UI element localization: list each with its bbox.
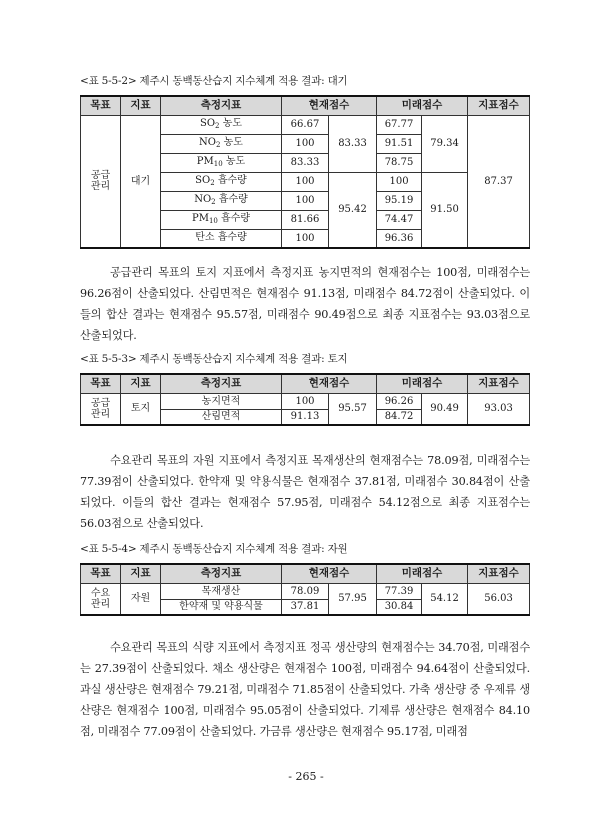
goal-cell: 공급 관리 — [81, 115, 121, 248]
header-score: 지표점수 — [468, 374, 530, 393]
future-value: 74.47 — [377, 210, 422, 229]
future-value: 91.51 — [377, 134, 422, 153]
measure-cell: 산림면적 — [161, 409, 282, 425]
current-sum: 57.95 — [329, 583, 377, 615]
header-measure: 측정지표 — [161, 374, 282, 393]
current-value: 81.66 — [282, 210, 329, 229]
goal-cell: 공급 관리 — [81, 393, 121, 425]
future-value: 95.19 — [377, 191, 422, 210]
header-goal: 목표 — [81, 96, 121, 115]
body-paragraph — [80, 637, 530, 742]
current-value: 100 — [282, 393, 329, 409]
future-sum: 90.49 — [422, 393, 468, 425]
future-group-value: 79.34 — [422, 115, 468, 172]
current-sum: 95.57 — [329, 393, 377, 425]
current-group-value: 95.42 — [329, 172, 377, 248]
header-score: 지표점수 — [468, 96, 530, 115]
current-value: 83.33 — [282, 153, 329, 172]
measure-cell: 한약재 및 약용식물 — [161, 599, 282, 615]
header-goal: 목표 — [81, 374, 121, 393]
current-value: 37.81 — [282, 599, 329, 615]
future-value: 77.39 — [377, 583, 422, 599]
paragraph-text: 수요관리 목표의 식량 지표에서 측정지표 정곡 생산량의 현재점수는 34.70점, 미래점수는 27.39점이 산출되었다. 채소 생산량은 현재점수 100점, 미래점수 94.64점이 산출되었다. 과실 생산량은 현재점수 79.21점, 미래점수 71.85점이 산출되었다. 가축 생산량 중 우제류 생산량은 현재점수 100점, 미래점수 95.05점이 산출되었다. 기제류 생산량은 현재점수 84.10점, 미래점수 77.09점이 산출되었다. 가금류 생산량은 현재점수 95.17점, 미래점 — [80, 641, 530, 738]
header-measure: 측정지표 — [161, 564, 282, 583]
future-value: 30.84 — [377, 599, 422, 615]
measure-cell: $PM_{10}$ 농도 — [161, 153, 282, 172]
header-indicator: 지표 — [121, 96, 161, 115]
table-caption: <표 5-5-2> 제주시 동백동산습지 지수체계 적용 결과: 대기 — [80, 75, 348, 87]
header-measure: 측정지표 — [161, 96, 282, 115]
indicator-score: 56.03 — [468, 583, 530, 615]
future-value: 96.36 — [377, 229, 422, 248]
current-value: 78.09 — [282, 583, 329, 599]
header-current: 현재점수 — [282, 96, 377, 115]
header-score: 지표점수 — [468, 564, 530, 583]
paragraph-text: 수요관리 목표의 자원 지표에서 측정지표 목재생산의 현재점수는 78.09점, 미래점수는 77.39점이 산출되었다. 한약재 및 약용식물은 현재점수 37.81점, 미래점수 30.84점이 산출되었다. 이들의 합산 결과는 현재점수 57.95점, 미래점수 54.12점으로 최종 지표점수는 56.03점으로 산출되었다. — [80, 454, 530, 530]
header-current: 현재점수 — [282, 374, 377, 393]
future-value: 84.72 — [377, 409, 422, 425]
current-value: 100 — [282, 191, 329, 210]
indicator-cell: 자원 — [121, 583, 161, 615]
body-paragraph — [80, 262, 530, 346]
indicator-cell: 대기 — [121, 115, 161, 248]
header-future: 미래점수 — [377, 374, 468, 393]
measure-cell: 탄소 흡수량 — [161, 229, 282, 248]
body-paragraph — [80, 450, 530, 534]
measure-cell: $PM_{10}$ 흡수량 — [161, 210, 282, 229]
goal-cell: 수요 관리 — [81, 583, 121, 615]
indicator-cell: 토지 — [121, 393, 161, 425]
current-group-value: 83.33 — [329, 115, 377, 172]
measure-cell: $NO_2$ 농도 — [161, 134, 282, 153]
land-table — [80, 373, 530, 426]
indicator-score: 93.03 — [468, 393, 530, 425]
measure-cell: $NO_2$ 흡수량 — [161, 191, 282, 210]
table-caption: <표 5-5-4> 제주시 동백동산습지 지수체계 적용 결과: 자원 — [80, 543, 348, 555]
page-number: - 265 - — [288, 770, 324, 783]
measure-cell: 농지면적 — [161, 393, 282, 409]
future-value: 78.75 — [377, 153, 422, 172]
resource-table — [80, 563, 530, 616]
current-value: 100 — [282, 134, 329, 153]
measure-cell: $SO_2$ 농도 — [161, 115, 282, 134]
future-group-value: 91.50 — [422, 172, 468, 248]
indicator-score: 87.37 — [468, 115, 530, 248]
future-value: 100 — [377, 172, 422, 191]
current-value: 91.13 — [282, 409, 329, 425]
current-value: 100 — [282, 229, 329, 248]
measure-cell: 목재생산 — [161, 583, 282, 599]
future-sum: 54.12 — [422, 583, 468, 615]
measure-cell: $SO_2$ 흡수량 — [161, 172, 282, 191]
header-indicator: 지표 — [121, 374, 161, 393]
future-value: 96.26 — [377, 393, 422, 409]
current-value: 100 — [282, 172, 329, 191]
table-caption: <표 5-5-3> 제주시 동백동산습지 지수체계 적용 결과: 토지 — [80, 353, 348, 365]
paragraph-text: 공급관리 목표의 토지 지표에서 측정지표 농지면적의 현재점수는 100점, 미래점수는 96.26점이 산출되었다. 산림면적은 현재점수 91.13점, 미래점수 84.72점이 산출되었다. 이들의 합산 결과는 현재점수 95.57점, 미래점수 90.49점으로 최종 지표점수는 93.03점으로 산출되었다. — [80, 266, 530, 342]
future-value: 67.77 — [377, 115, 422, 134]
current-value: 66.67 — [282, 115, 329, 134]
header-goal: 목표 — [81, 564, 121, 583]
header-future: 미래점수 — [377, 564, 468, 583]
atmosphere-table — [80, 95, 530, 249]
header-future: 미래점수 — [377, 96, 468, 115]
header-indicator: 지표 — [121, 564, 161, 583]
header-current: 현재점수 — [282, 564, 377, 583]
